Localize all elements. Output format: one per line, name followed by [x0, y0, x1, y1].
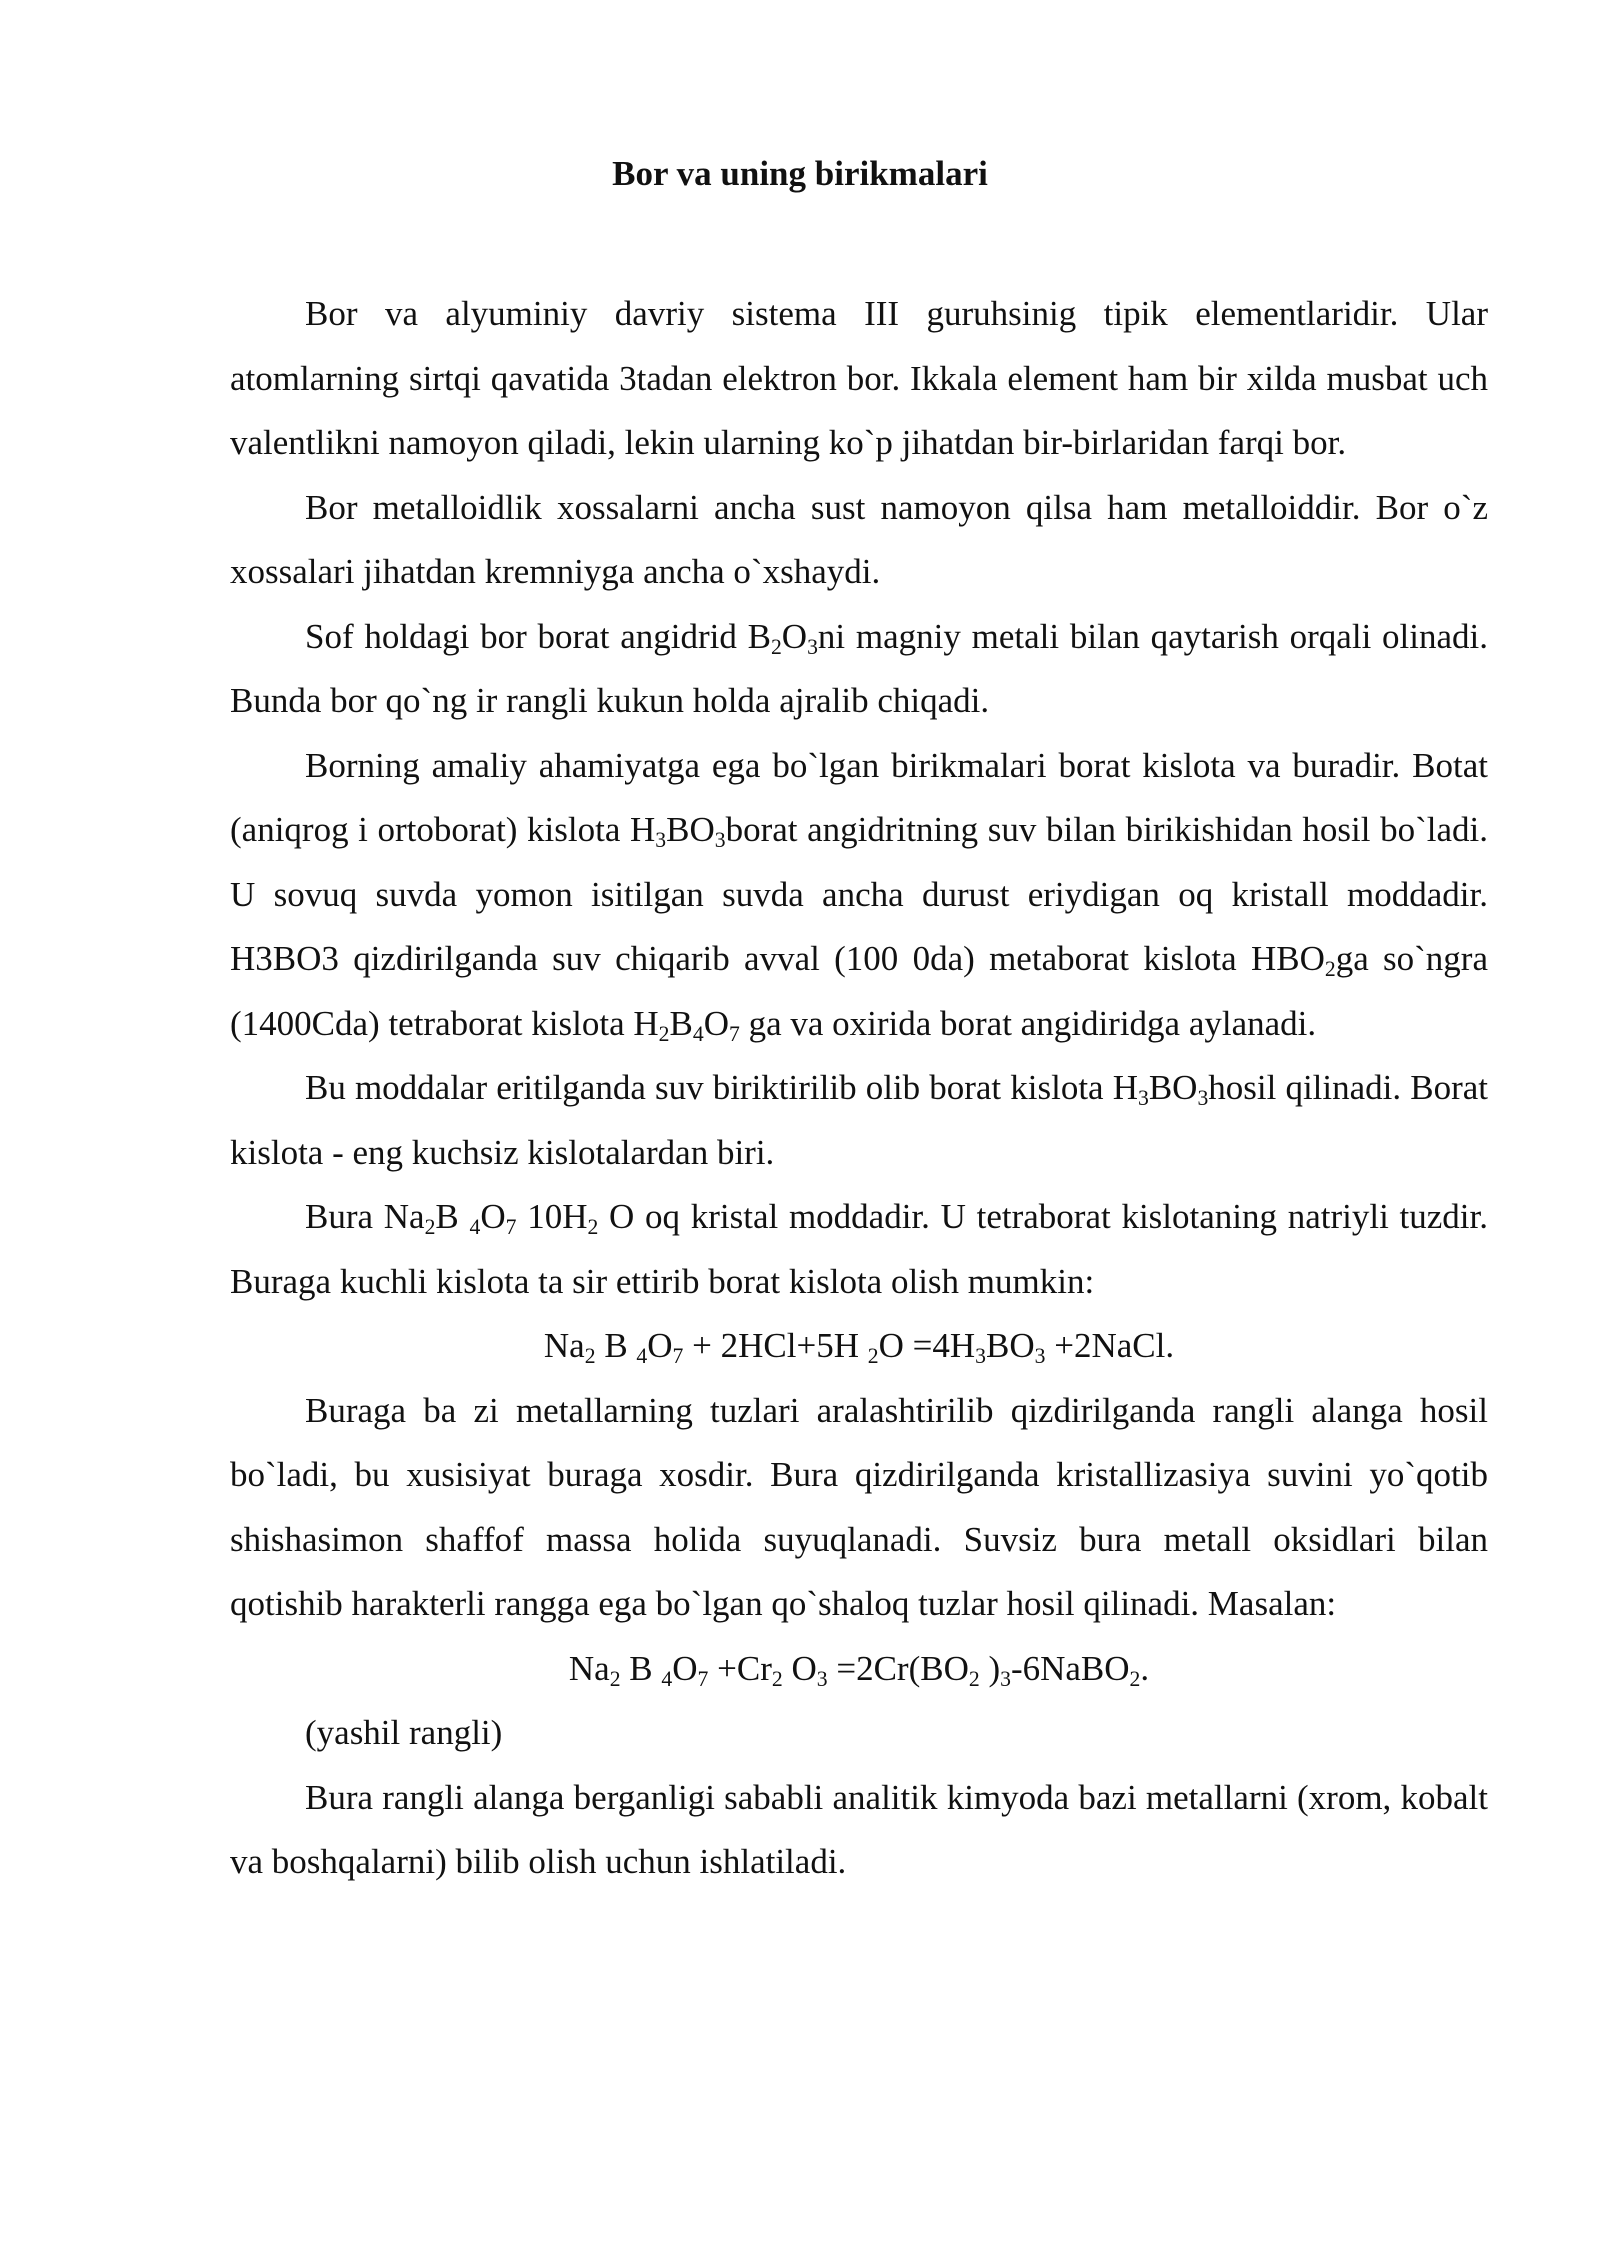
paragraph-borax: Bura $Na_2B$ $_4O_7$ $10H_2$ O oq kristal moddadir. U tetraborat kislotaning natriyli tuzdir. Buraga kuchli kislota ta sir ettirib borat kislota olish mumkin:	[230, 1197, 1488, 1301]
note-green-color: (yashil rangli)	[305, 1713, 503, 1752]
paragraph-intro: Bor va alyuminiy davriy sistema III guruhsinig tipik elementlaridir. Ular atomlarning sirtqi qavatida 3tadan elektron bor. Ikkala element ham bir xilda musbat uch valentlikni namoyon qiladi, lekin ularning ko`p jihatdan bir-birlaridan farqi bor.	[230, 294, 1488, 462]
paragraph-flame-color: Buraga ba zi metallarning tuzlari aralashtirilib qizdirilganda rangli alanga hosil bo`ladi, bu xusisiyat buraga xosdir. Bura qizdirilganda kristallizasiya suvini yo`qotib shishasimon shaffof massa holida suyuqlanadi. Suvsiz bura metall oksidlari bilan qotishib harakterli rangga ega bo`lgan qo`shaloq tuzlar hosil qilinadi. Masalan:	[230, 1390, 1488, 1623]
paragraph-metalloid: Bor metalloidlik xossalarni ancha sust namoyon qilsa ham metalloiddir. Bor o`z xossalari jihatdan kremniyga ancha o`xshaydi.	[230, 487, 1488, 591]
document-title: Bor va uning birikmalari	[612, 154, 988, 193]
paragraph-boric-acid: Borning amaliy ahamiyatga ega bo`lgan birikmalari borat kislota va buradir. Botat (aniqrog i ortoborat) kislota $H_3BO_3borat$ angidritning suv bilan birikishidan hosil bo`ladi. U sovuq suvda yomon isitilgan suvda ancha durust eriydigan oq kristall moddadir. H3BO3 qizdirilganda suv chiqarib avval (100 0da) metaborat kislota $HBO_2ga$ so`ngra (1400Cda) tetraborat kislota $H_2B_4O_7$ ga va oxirida borat angidiridga aylanadi.	[230, 745, 1488, 1046]
equation-borax-hcl: $Na_2$ B $_4O_7 + 2HCl+5H$ $_2O =4H_3BO_3$ +2NaCl.	[543, 1326, 1175, 1369]
document-body	[230, 282, 1488, 1895]
paragraph-analytical-use: Bura rangli alanga berganligi sababli analitik kimyoda bazi metallarni (xrom, kobalt va boshqalarni) bilib olish uchun ishlatiladi.	[230, 1777, 1488, 1881]
paragraph-pure-boron: Sof holdagi bor borat angidrid $B_2O_3ni$ magniy metali bilan qaytarish orqali olinadi. Bunda bor qo`ng ir rangli kukun holda ajralib chiqadi.	[230, 616, 1489, 720]
equation-borax-chromium: $Na_2$ B $_4O_7 +Cr_2$ $O_3 =2Cr(BO_2$ )$_3-6NaBO_2$.	[568, 1648, 1150, 1691]
paragraph-dissolution: Bu moddalar eritilganda suv biriktirilib olib borat kislota $H_3BO_3hosil$ qilinadi. Borat kislota - eng kuchsiz kislotalardan biri.	[230, 1068, 1488, 1172]
